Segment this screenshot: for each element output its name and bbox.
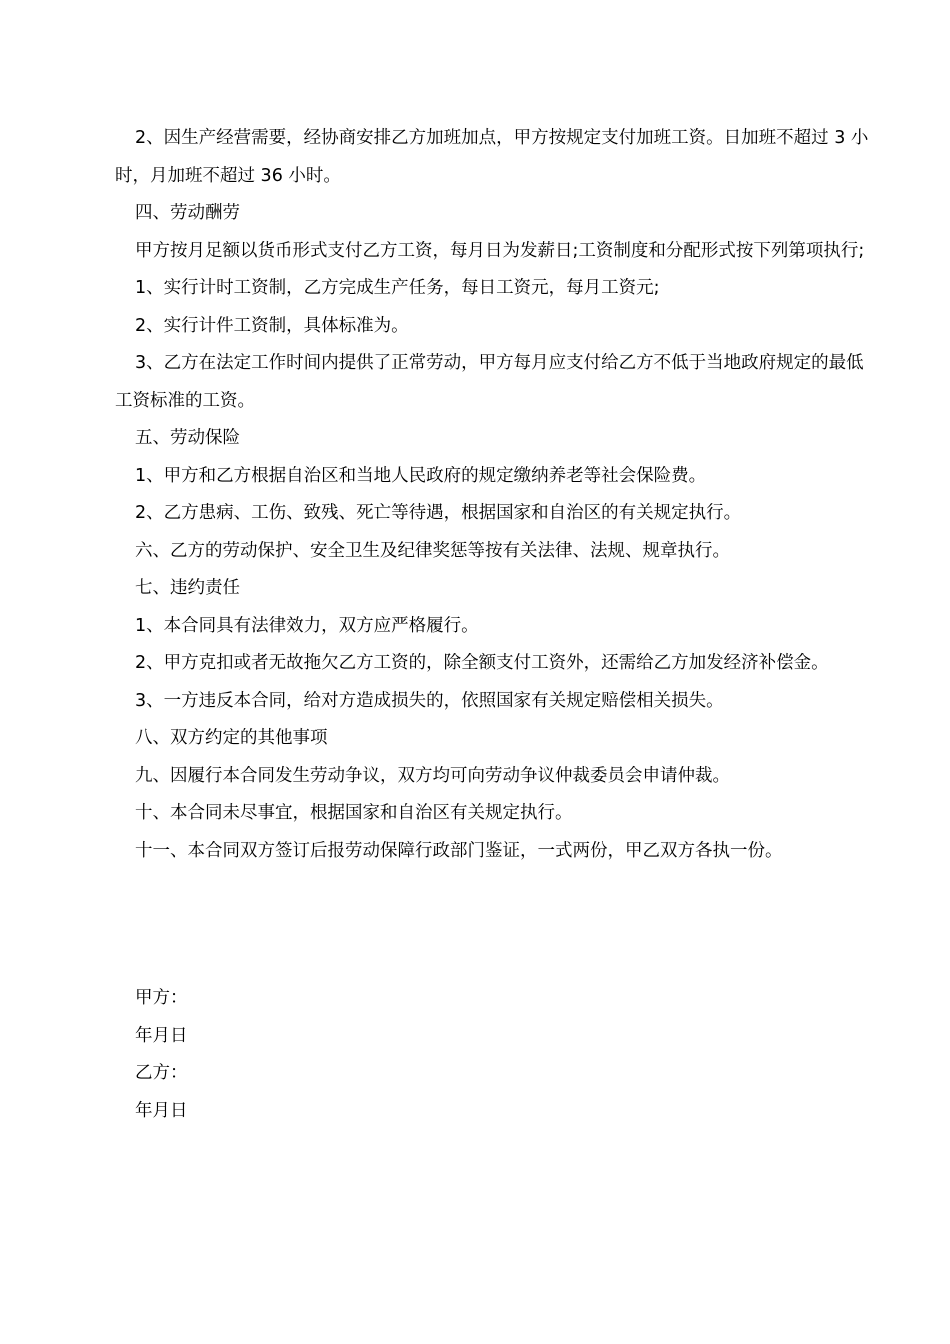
clause-legal-effect: 1、本合同具有法律效力，双方应严格履行。 [135,615,479,636]
clause-piece-wage: 2、实行计件工资制，具体标准为。 [135,315,409,336]
section-unresolved-matters: 十、本合同未尽事宜，根据国家和自治区有关规定执行。 [135,803,573,823]
section-dispute-arbitration: 九、因履行本合同发生劳动争议，双方均可向劳动争议仲裁委员会申请仲裁。 [135,765,730,786]
clause-social-insurance: 1、甲方和乙方根据自治区和当地人民政府的规定缴纳养老等社会保险费。 [135,465,707,486]
section-labor-protection: 六、乙方的劳动保护、安全卫生及纪律奖惩等按有关法律、法规、规章执行。 [135,540,730,561]
section-heading-liability: 七、违约责任 [135,578,240,598]
clause-pay-schedule: 甲方按月足额以货币形式支付乙方工资，每月日为发薪日;工资制度和分配形式按下列第项执行; [135,240,865,261]
contract-body [115,120,875,870]
party-b-label: 乙方： [135,1063,188,1083]
clause-wage-arrears: 2、甲方克扣或者无故拖欠乙方工资的，除全额支付工资外，还需给乙方加发经济补偿金。 [135,653,829,673]
clause-breach-compensation: 3、一方违反本合同，给对方造成损失的，依照国家有关规定赔偿相关损失。 [135,690,724,711]
party-a-label: 甲方： [135,988,188,1008]
section-copies: 十一、本合同双方签订后报劳动保障行政部门鉴证，一式两份，甲乙双方各执一份。 [135,840,783,861]
clause-overtime: 2、因生产经营需要，经协商安排乙方加班加点，甲方按规定支付加班工资。日加班不超过 3 小时，月加班不超过 36 小时。 [115,128,869,186]
section-heading-remuneration: 四、劳动酬劳 [135,203,240,223]
party-a-date: 年月日 [135,1025,188,1046]
clause-minimum-wage: 3、乙方在法定工作时间内提供了正常劳动，甲方每月应支付给乙方不低于当地政府规定的最低工资标准的工资。 [115,353,864,411]
signature-block [135,980,188,1130]
clause-injury-benefits: 2、乙方患病、工伤、致残、死亡等待遇，根据国家和自治区的有关规定执行。 [135,503,742,523]
section-heading-other-matters: 八、双方约定的其他事项 [135,728,328,748]
clause-time-wage: 1、实行计时工资制，乙方完成生产任务，每日工资元，每月工资元; [135,278,660,298]
section-heading-insurance: 五、劳动保险 [135,428,240,448]
party-b-date: 年月日 [135,1100,188,1121]
